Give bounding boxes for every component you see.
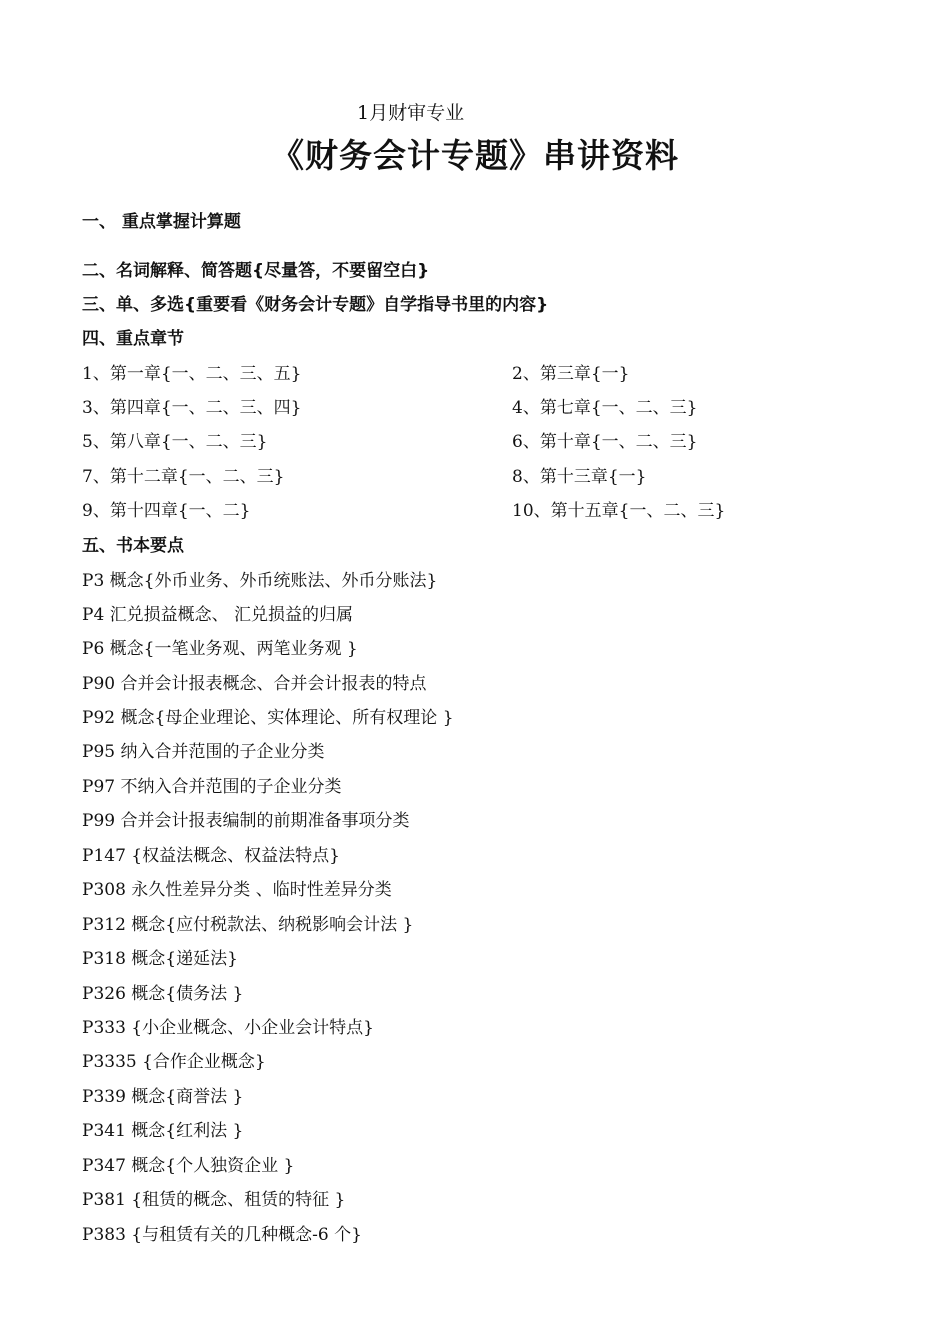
chapter-item: 7、第十二章{一、二、三}: [82, 467, 285, 487]
chapter-item: 3、第四章{一、二、三、四}: [82, 398, 302, 418]
point-item: P147 {权益法概念、权益法特点}: [82, 846, 340, 866]
chapter-item: 5、第八章{一、二、三}: [82, 432, 268, 452]
point-item: P90 合并会计报表概念、合并会计报表的特点: [82, 674, 427, 694]
point-item: P383 {与租赁有关的几种概念-6 个}: [82, 1225, 362, 1245]
chapter-item: 1、第一章{一、二、三、五}: [82, 364, 302, 384]
chapter-item: 4、第七章{一、二、三}: [512, 398, 698, 418]
section-heading-2: 二、名词解释、简答题{尽量答，不要留空白}: [82, 261, 430, 281]
point-item: P3 概念{外币业务、外币统账法、外币分账法}: [82, 571, 438, 591]
point-item: P99 合并会计报表编制的前期准备事项分类: [82, 811, 410, 831]
point-item: P312 概念{应付税款法、纳税影响会计法 }: [82, 915, 414, 935]
section-heading-4: 四、重点章节: [82, 329, 184, 349]
chapter-item: 6、第十章{一、二、三}: [512, 432, 698, 452]
section-heading-5: 五、书本要点: [82, 536, 184, 556]
point-item: P308 永久性差异分类 、临时性差异分类: [82, 880, 392, 900]
point-item: P6 概念{一笔业务观、两笔业务观 }: [82, 639, 358, 659]
point-item: P95 纳入合并范围的子企业分类: [82, 742, 325, 762]
point-item: P341 概念{红利法 }: [82, 1121, 244, 1141]
point-item: P318 概念{递延法}: [82, 949, 238, 969]
point-item: P4 汇兑损益概念、 汇兑损益的归属: [82, 605, 354, 625]
chapter-item: 10、第十五章{一、二、三}: [512, 501, 726, 521]
point-item: P97 不纳入合并范围的子企业分类: [82, 777, 342, 797]
section-heading-3: 三、单、多选{重要看《财务会计专题》自学指导书里的内容}: [82, 295, 549, 315]
document-subtitle: 1月财审专业: [357, 102, 465, 124]
section-heading-1: 一、 重点掌握计算题: [82, 212, 241, 232]
chapter-item: 2、第三章{一}: [512, 364, 630, 384]
point-item: P326 概念{债务法 }: [82, 984, 244, 1004]
chapter-item: 9、第十四章{一、二}: [82, 501, 251, 521]
chapter-item: 8、第十三章{一}: [512, 467, 647, 487]
point-item: P3335 {合作企业概念}: [82, 1052, 266, 1072]
point-item: P347 概念{个人独资企业 }: [82, 1156, 295, 1176]
document-title: 《财务会计专题》串讲资料: [271, 136, 679, 175]
point-item: P339 概念{商誉法 }: [82, 1087, 244, 1107]
point-item: P92 概念{母企业理论、实体理论、所有权理论 }: [82, 708, 454, 728]
point-item: P381 {租赁的概念、租赁的特征 }: [82, 1190, 346, 1210]
point-item: P333 {小企业概念、小企业会计特点}: [82, 1018, 374, 1038]
